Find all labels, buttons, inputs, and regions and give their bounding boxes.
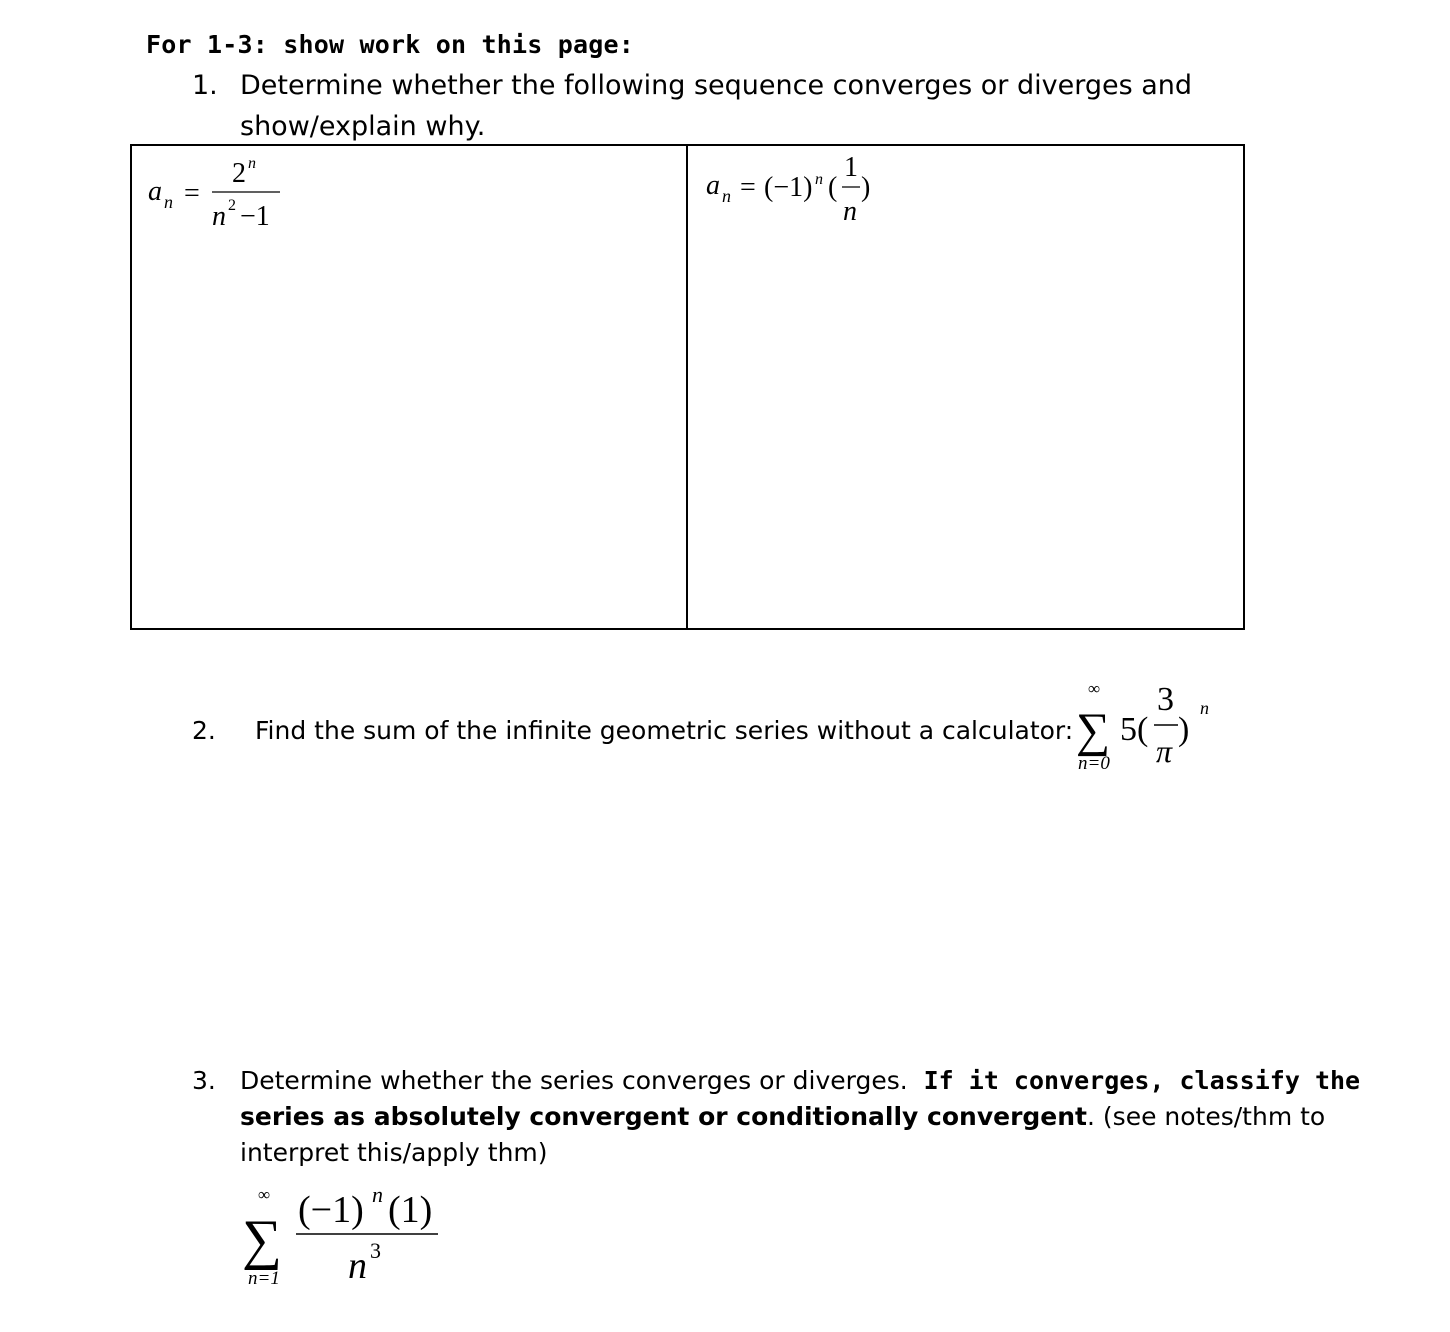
question-3-line-1-bold: If it converges, classify the [923, 1066, 1361, 1095]
question-1-text-line-1: Determine whether the following sequence converges or diverges and [240, 70, 1193, 101]
question-3-series [236, 1178, 466, 1296]
series-3-numerator-factor: (−1) [298, 1189, 364, 1231]
formula-right-open-paren: ( [828, 172, 838, 203]
formula-left-lhs-sub: n [164, 192, 173, 212]
question-3-text-line-3: interpret this/apply thm) [240, 1138, 548, 1167]
series-3-numerator-exp: n [372, 1182, 383, 1207]
series-2-exponent: n [1200, 698, 1209, 718]
formula-right-sequence [698, 146, 898, 230]
question-2-number: 2. [192, 716, 216, 745]
question-3-text-line-1 [240, 1066, 1360, 1095]
formula-left-numerator-base: 2 [232, 158, 246, 189]
formula-left-numerator-exp: n [248, 155, 256, 172]
question-3-text-line-2 [240, 1102, 1325, 1131]
formula-right-close-paren: ) [861, 172, 871, 203]
question-3-line-2-bold: series as absolutely convergent or conditionally convergent [240, 1102, 1088, 1131]
series-2-sigma: ∑ [1076, 704, 1111, 757]
series-2-numerator: 3 [1157, 681, 1174, 718]
formula-right-factor: (−1) [764, 172, 813, 203]
series-3-denominator-base: n [348, 1245, 367, 1287]
question-3-line-2-normal: . (see notes/thm to [1087, 1102, 1326, 1131]
series-2-denominator: π [1156, 733, 1173, 769]
formula-right-lhs-sub: n [722, 186, 731, 206]
formula-right-lhs: a [706, 170, 720, 201]
work-area-divider [686, 144, 688, 628]
formula-right-denominator: n [843, 196, 857, 227]
series-2-lower-limit: n=0 [1078, 753, 1110, 774]
series-2-coefficient: 5( [1120, 711, 1149, 748]
series-2-upper-limit: ∞ [1088, 679, 1101, 698]
series-3-numerator-rest: (1) [388, 1189, 433, 1231]
formula-left-equals: = [184, 178, 200, 209]
formula-right-numerator: 1 [844, 152, 858, 183]
formula-left-denominator-rest: −1 [240, 201, 270, 232]
formula-left-denominator-base: n [212, 201, 226, 232]
series-2-close-paren: ) [1178, 711, 1190, 748]
series-3-sigma: ∑ [242, 1209, 282, 1271]
page-heading: For 1-3: show work on this page: [146, 30, 635, 59]
question-1-text-line-2: show/explain why. [240, 111, 486, 142]
formula-left-sequence [140, 150, 300, 240]
formula-left-lhs: a [148, 176, 162, 207]
formula-right-equals: = [740, 172, 756, 203]
series-3-upper-limit: ∞ [258, 1185, 271, 1204]
question-2-text: Find the sum of the infinite geometric series without a calculator: [255, 716, 1074, 745]
question-2-series [1068, 676, 1238, 780]
series-3-lower-limit: n=1 [248, 1268, 280, 1289]
formula-left-denominator-exp: 2 [228, 197, 236, 214]
question-3-number: 3. [192, 1066, 216, 1095]
series-3-denominator-exp: 3 [370, 1238, 381, 1263]
question-3-line-1-normal: Determine whether the series converges or diverges. [240, 1066, 908, 1095]
formula-right-factor-exp: n [815, 171, 823, 188]
question-1-number: 1. [192, 70, 218, 101]
